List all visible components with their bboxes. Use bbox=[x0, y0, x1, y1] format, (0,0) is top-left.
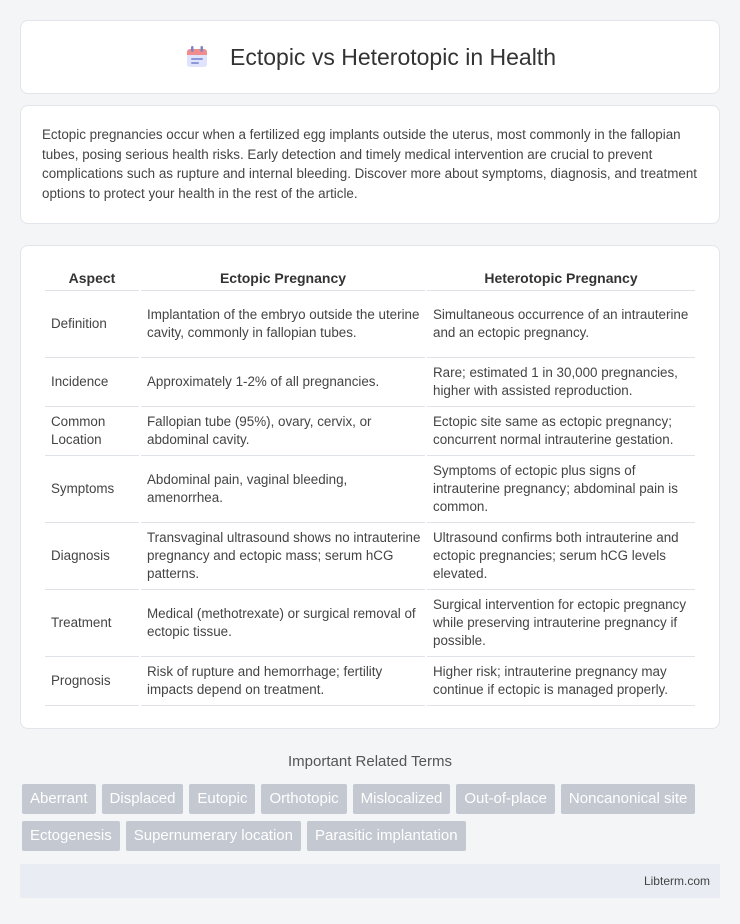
related-term-tag[interactable]: Eutopic bbox=[189, 784, 255, 814]
related-term-tag[interactable]: Ectogenesis bbox=[22, 821, 120, 851]
column-header-aspect: Aspect bbox=[45, 266, 139, 291]
related-term-tag[interactable]: Noncanonical site bbox=[561, 784, 695, 814]
aspect-cell: Diagnosis bbox=[45, 523, 139, 590]
table-row bbox=[45, 358, 695, 407]
column-header-heterotopic: Heterotopic Pregnancy bbox=[427, 266, 695, 291]
footer bbox=[20, 864, 720, 898]
related-term-tag[interactable]: Supernumerary location bbox=[126, 821, 301, 851]
heterotopic-cell: Rare; estimated 1 in 30,000 pregnancies, higher with assisted reproduction. bbox=[427, 358, 695, 407]
page-title: Ectopic vs Heterotopic in Health bbox=[230, 43, 556, 70]
aspect-cell: Prognosis bbox=[45, 657, 139, 706]
related-terms-title: Important Related Terms bbox=[288, 753, 452, 770]
related-term-tag[interactable]: Out-of-place bbox=[456, 784, 555, 814]
related-term-tag[interactable]: Parasitic implantation bbox=[307, 821, 466, 851]
table-row bbox=[45, 657, 695, 706]
ectopic-cell: Approximately 1-2% of all pregnancies. bbox=[141, 358, 425, 407]
ectopic-cell: Implantation of the embryo outside the uterine cavity, commonly in fallopian tubes. bbox=[141, 291, 425, 358]
related-terms-list bbox=[22, 784, 718, 851]
table-row bbox=[45, 291, 695, 358]
table-row bbox=[45, 523, 695, 590]
table-row bbox=[45, 590, 695, 657]
related-term-tag[interactable]: Mislocalized bbox=[353, 784, 451, 814]
aspect-cell: Symptoms bbox=[45, 456, 139, 523]
heterotopic-cell: Simultaneous occurrence of an intrauterine and an ectopic pregnancy. bbox=[427, 291, 695, 358]
aspect-cell: Incidence bbox=[45, 358, 139, 407]
aspect-cell: Common Location bbox=[45, 407, 139, 456]
related-term-tag[interactable]: Orthotopic bbox=[261, 784, 346, 814]
comparison-table bbox=[43, 266, 697, 706]
footer-site-link[interactable]: Libterm.com bbox=[643, 874, 710, 888]
aspect-cell: Definition bbox=[45, 291, 139, 358]
calendar-icon bbox=[184, 44, 210, 70]
table-row bbox=[45, 407, 695, 456]
page-header bbox=[20, 20, 720, 94]
table-row bbox=[45, 456, 695, 523]
ectopic-cell: Transvaginal ultrasound shows no intrauterine pregnancy and ectopic mass; serum hCG patterns. bbox=[141, 523, 425, 590]
intro-paragraph: Ectopic pregnancies occur when a fertilized egg implants outside the uterus, most commonly in the fallopian tubes, posing serious health risks. Early detection and timely medical intervention are crucial to prevent complications such as rupture and internal bleeding. Discover more about symptoms, diagnosis, and treatment options to protect your health in the rest of the article. bbox=[20, 105, 720, 224]
heterotopic-cell: Ectopic site same as ectopic pregnancy; concurrent normal intrauterine gestation. bbox=[427, 407, 695, 456]
related-term-tag[interactable]: Displaced bbox=[102, 784, 184, 814]
table-header-row bbox=[45, 266, 695, 291]
ectopic-cell: Risk of rupture and hemorrhage; fertility impacts depend on treatment. bbox=[141, 657, 425, 706]
ectopic-cell: Medical (methotrexate) or surgical removal of ectopic tissue. bbox=[141, 590, 425, 657]
related-term-tag[interactable]: Aberrant bbox=[22, 784, 96, 814]
column-header-ectopic: Ectopic Pregnancy bbox=[141, 266, 425, 291]
heterotopic-cell: Ultrasound confirms both intrauterine and ectopic pregnancies; serum hCG levels elevated. bbox=[427, 523, 695, 590]
heterotopic-cell: Higher risk; intrauterine pregnancy may continue if ectopic is managed properly. bbox=[427, 657, 695, 706]
heterotopic-cell: Surgical intervention for ectopic pregnancy while preserving intrauterine pregnancy if possible. bbox=[427, 590, 695, 657]
ectopic-cell: Abdominal pain, vaginal bleeding, amenorrhea. bbox=[141, 456, 425, 523]
comparison-table-card bbox=[20, 245, 720, 729]
heterotopic-cell: Symptoms of ectopic plus signs of intrauterine pregnancy; abdominal pain is common. bbox=[427, 456, 695, 523]
aspect-cell: Treatment bbox=[45, 590, 139, 657]
ectopic-cell: Fallopian tube (95%), ovary, cervix, or abdominal cavity. bbox=[141, 407, 425, 456]
